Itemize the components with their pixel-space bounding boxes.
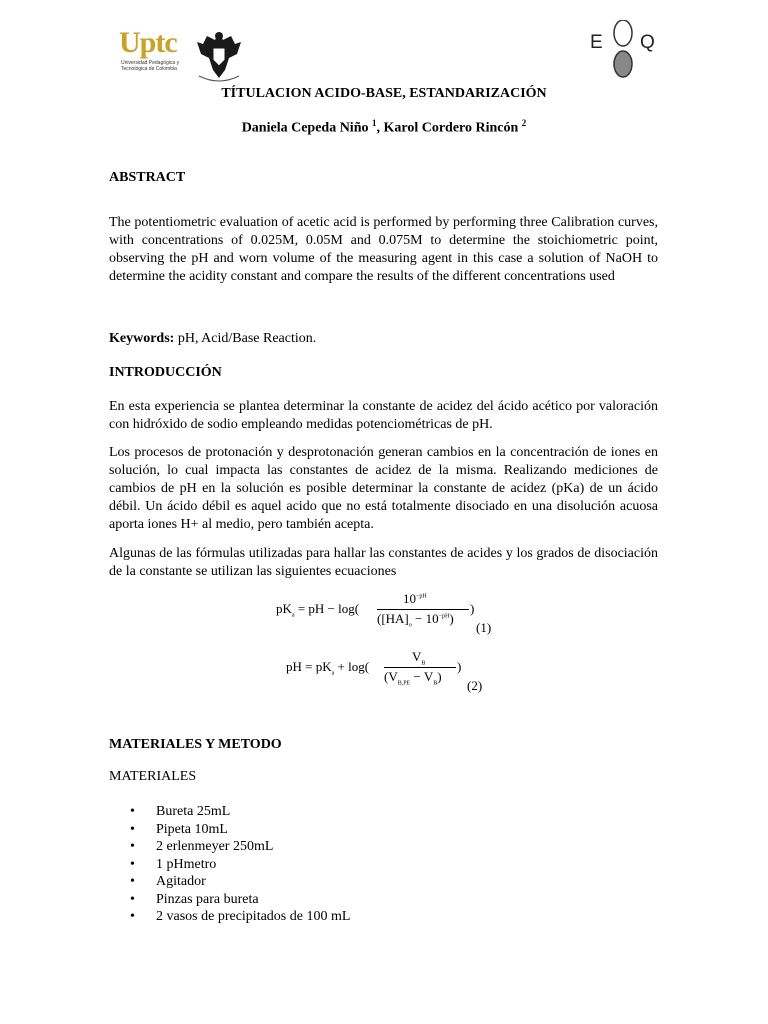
ecq-logo: [590, 20, 660, 78]
eq2-lhs-sub: a: [331, 670, 335, 677]
materials-heading: MATERIALES Y METODO: [109, 737, 282, 752]
logo-subtitle-2: Tecnológica de Colombia: [121, 66, 177, 72]
intro-heading: INTRODUCCIÓN: [109, 365, 222, 380]
eq2-number: (2): [467, 678, 483, 693]
keywords-line: [109, 330, 658, 348]
eq2-mid: + log(: [334, 659, 370, 674]
logo-letter-e: E: [590, 32, 603, 53]
eq2-close: ): [457, 659, 462, 674]
eq1-numerator-sup: −pH: [416, 593, 427, 600]
authors-line: [0, 118, 768, 137]
intro-paragraph-1: En esta experiencia se plantea determinar la constante de acidez del ácido acético por valoración con hidróxido de sodio empleando medidas potenciométricas de pH.: [109, 399, 658, 432]
eq1-fraction-bar: [377, 609, 469, 610]
keywords-text: pH, Acid/Base Reaction.: [174, 331, 317, 346]
list-item: • Pinzas para bureta: [110, 891, 350, 909]
eq1-lhs-sub: a: [291, 612, 295, 619]
eq2-den-c: ): [437, 669, 442, 684]
eq1-close: ): [470, 601, 475, 616]
document-title: TÍTULACION ACIDO-BASE, ESTANDARIZACIÓN: [221, 86, 547, 101]
eq2-lhs: pH = pK: [286, 659, 332, 674]
abstract-heading: ABSTRACT: [109, 170, 186, 185]
eq1-number: (1): [476, 620, 492, 635]
eq1-lhs: pK: [276, 601, 292, 616]
eq2-numerator-sub: B: [421, 660, 426, 667]
eq2-den-sub1: B,PE: [397, 680, 411, 687]
eq1-den-sub: o: [408, 622, 412, 629]
eq1-mid: = pH − log(: [294, 601, 360, 616]
abstract-text: The potentiometric evaluation of acetic acid is performed by performing three Calibration curves, with concentrations of 0.025M, 0.05M and 0.075M to determine the stoichiometric point, observing the pH and worn volume of the measuring agent in this case a solution of NaOH to determine the acidity constant and compare the results of the different concentrations used: [109, 215, 658, 284]
eq2-fraction-bar: [384, 667, 456, 668]
eq1-numerator: 10: [403, 591, 416, 606]
author-2: , Karol Cordero Rincón: [376, 120, 522, 136]
list-item: • 1 pHmetro: [110, 856, 350, 874]
list-item: • Bureta 25mL: [110, 803, 350, 821]
list-item: • 2 vasos de precipitados de 100 mL: [110, 908, 350, 926]
eq2-den-b: − V: [410, 669, 434, 684]
eagle-crest-icon: [193, 26, 245, 84]
author-1-affiliation: 1: [371, 118, 377, 128]
logo-subtitle-1: Universidad Pedagógica y: [121, 60, 180, 66]
author-1: Daniela Cepeda Niño: [241, 120, 372, 136]
orbital-icon: [608, 20, 638, 78]
materials-list: [110, 803, 350, 926]
list-item: • Agitador: [110, 873, 350, 891]
materials-subheading: MATERIALES: [109, 769, 197, 784]
author-2-affiliation: 2: [521, 118, 527, 128]
eq1-den-c: ): [449, 611, 454, 626]
eq2-numerator: V: [412, 649, 422, 664]
eq2-den-a: (V: [384, 669, 398, 684]
keywords-label: Keywords:: [109, 331, 175, 346]
university-logo: [115, 26, 245, 86]
eq1-den-sup: −pH: [438, 613, 450, 620]
equation-2: [286, 648, 506, 698]
eq1-den-a: ([HA]: [377, 611, 409, 626]
eq2-den-sub2: B: [433, 680, 438, 687]
list-item: • 2 erlenmeyer 250mL: [110, 838, 350, 856]
equation-1: [276, 590, 516, 640]
intro-paragraph-2: Los procesos de protonación y desprotonación generan cambios en la concentración de iones en solución, lo cual impacta las constantes de acidez de la misma. Realizando mediciones de cambios de pH en la solución es posible determinar la constante de acidez (pKa) de un ácido débil. Un ácido débil es aquel acido que no está totalmente disociado en una disolución acuosa aporta iones H+ al medio, pero también acepta.: [109, 445, 658, 532]
eq1-den-b: − 10: [411, 611, 439, 626]
logo-letter-q: Q: [640, 32, 655, 53]
list-item: • Pipeta 10mL: [110, 821, 350, 839]
intro-paragraph-3: Algunas de las fórmulas utilizadas para hallar las constantes de acides y los grados de disociación de la constante se utilizan las siguientes ecuaciones: [109, 546, 658, 579]
logo-text: Uptc: [119, 26, 177, 59]
